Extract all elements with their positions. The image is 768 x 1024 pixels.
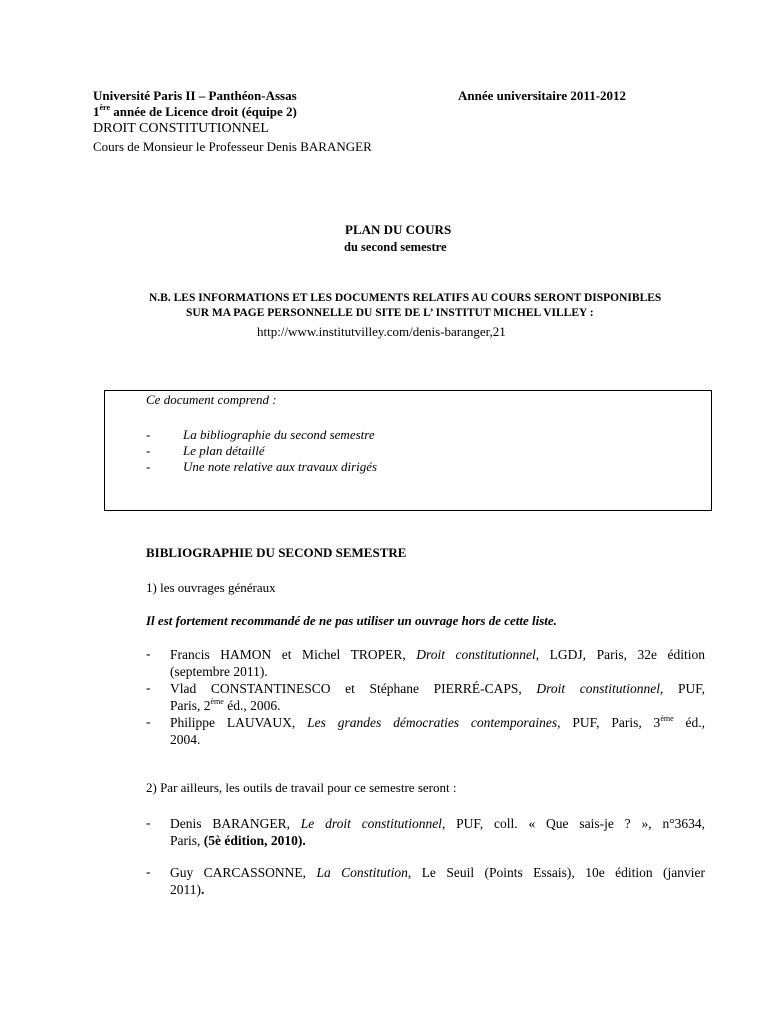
bullet-dash: - — [146, 680, 151, 695]
bullet-dash: - — [146, 815, 151, 830]
contents-item: Le plan détaillé — [183, 443, 265, 458]
bullet-dash: - — [146, 714, 151, 729]
plan-subtitle: du second semestre — [344, 240, 447, 254]
bibliography-title: BIBLIOGRAPHIE DU SECOND SEMESTRE — [146, 545, 407, 560]
professor-line: Cours de Monsieur le Professeur Denis BARANGER — [93, 139, 372, 154]
contents-heading: Ce document comprend : — [146, 392, 277, 407]
bullet-dash: - — [146, 646, 151, 661]
institute-url[interactable]: http://www.institutvilley.com/denis-baranger,21 — [257, 324, 506, 339]
academic-year: Année universitaire 2011-2012 — [458, 88, 627, 103]
recommendation-note: Il est fortement recommandé de ne pas utiliser un ouvrage hors de cette liste. — [146, 613, 557, 628]
bullet-dash: - — [146, 459, 151, 474]
university-name: Université Paris II – Panthéon-Assas — [93, 88, 297, 103]
bullet-dash: - — [146, 443, 151, 458]
section-work-tools: 2) Par ailleurs, les outils de travail pour ce semestre seront : — [146, 780, 457, 795]
notice-line-1: N.B. LES INFORMATIONS ET LES DOCUMENTS RELATIFS AU COURS SERONT DISPONIBLES — [149, 292, 662, 304]
tool-entry: Denis BARANGER, Le droit constitutionnel, PUF, coll. « Que sais-je ? », n°3634, Paris, (5è édition, 2010). — [170, 816, 705, 848]
plan-title: PLAN DU COURS — [345, 222, 452, 237]
section-general-works: 1) les ouvrages généraux — [146, 580, 276, 595]
bullet-dash: - — [146, 864, 151, 879]
contents-item: Une note relative aux travaux dirigés — [183, 459, 378, 474]
contents-item: La bibliographie du second semestre — [183, 427, 375, 442]
year-line: 1ère année de Licence droit (équipe 2) — [93, 102, 297, 119]
book-entry: Vlad CONSTANTINESCO et Stéphane PIERRÉ-CAPS, Droit constitutionnel, PUF, Paris, 2ème éd., 2006. — [170, 681, 705, 713]
course-title: DROIT CONSTITUTIONNEL — [93, 121, 269, 136]
tool-entry: Guy CARCASSONNE, La Constitution, Le Seuil (Points Essais), 10e édition (janvier 2011). — [170, 865, 705, 897]
book-entry: Philippe LAUVAUX, Les grandes démocraties contemporaines, PUF, Paris, 3ème éd., 2004. — [170, 713, 705, 747]
book-entry: Francis HAMON et Michel TROPER, Droit constitutionnel, LGDJ, Paris, 32e édition (septembre 2011). — [170, 647, 705, 679]
notice-line-2: SUR MA PAGE PERSONNELLE DU SITE DE L’ INSTITUT MICHEL VILLEY : — [186, 307, 594, 319]
bullet-dash: - — [146, 427, 151, 442]
